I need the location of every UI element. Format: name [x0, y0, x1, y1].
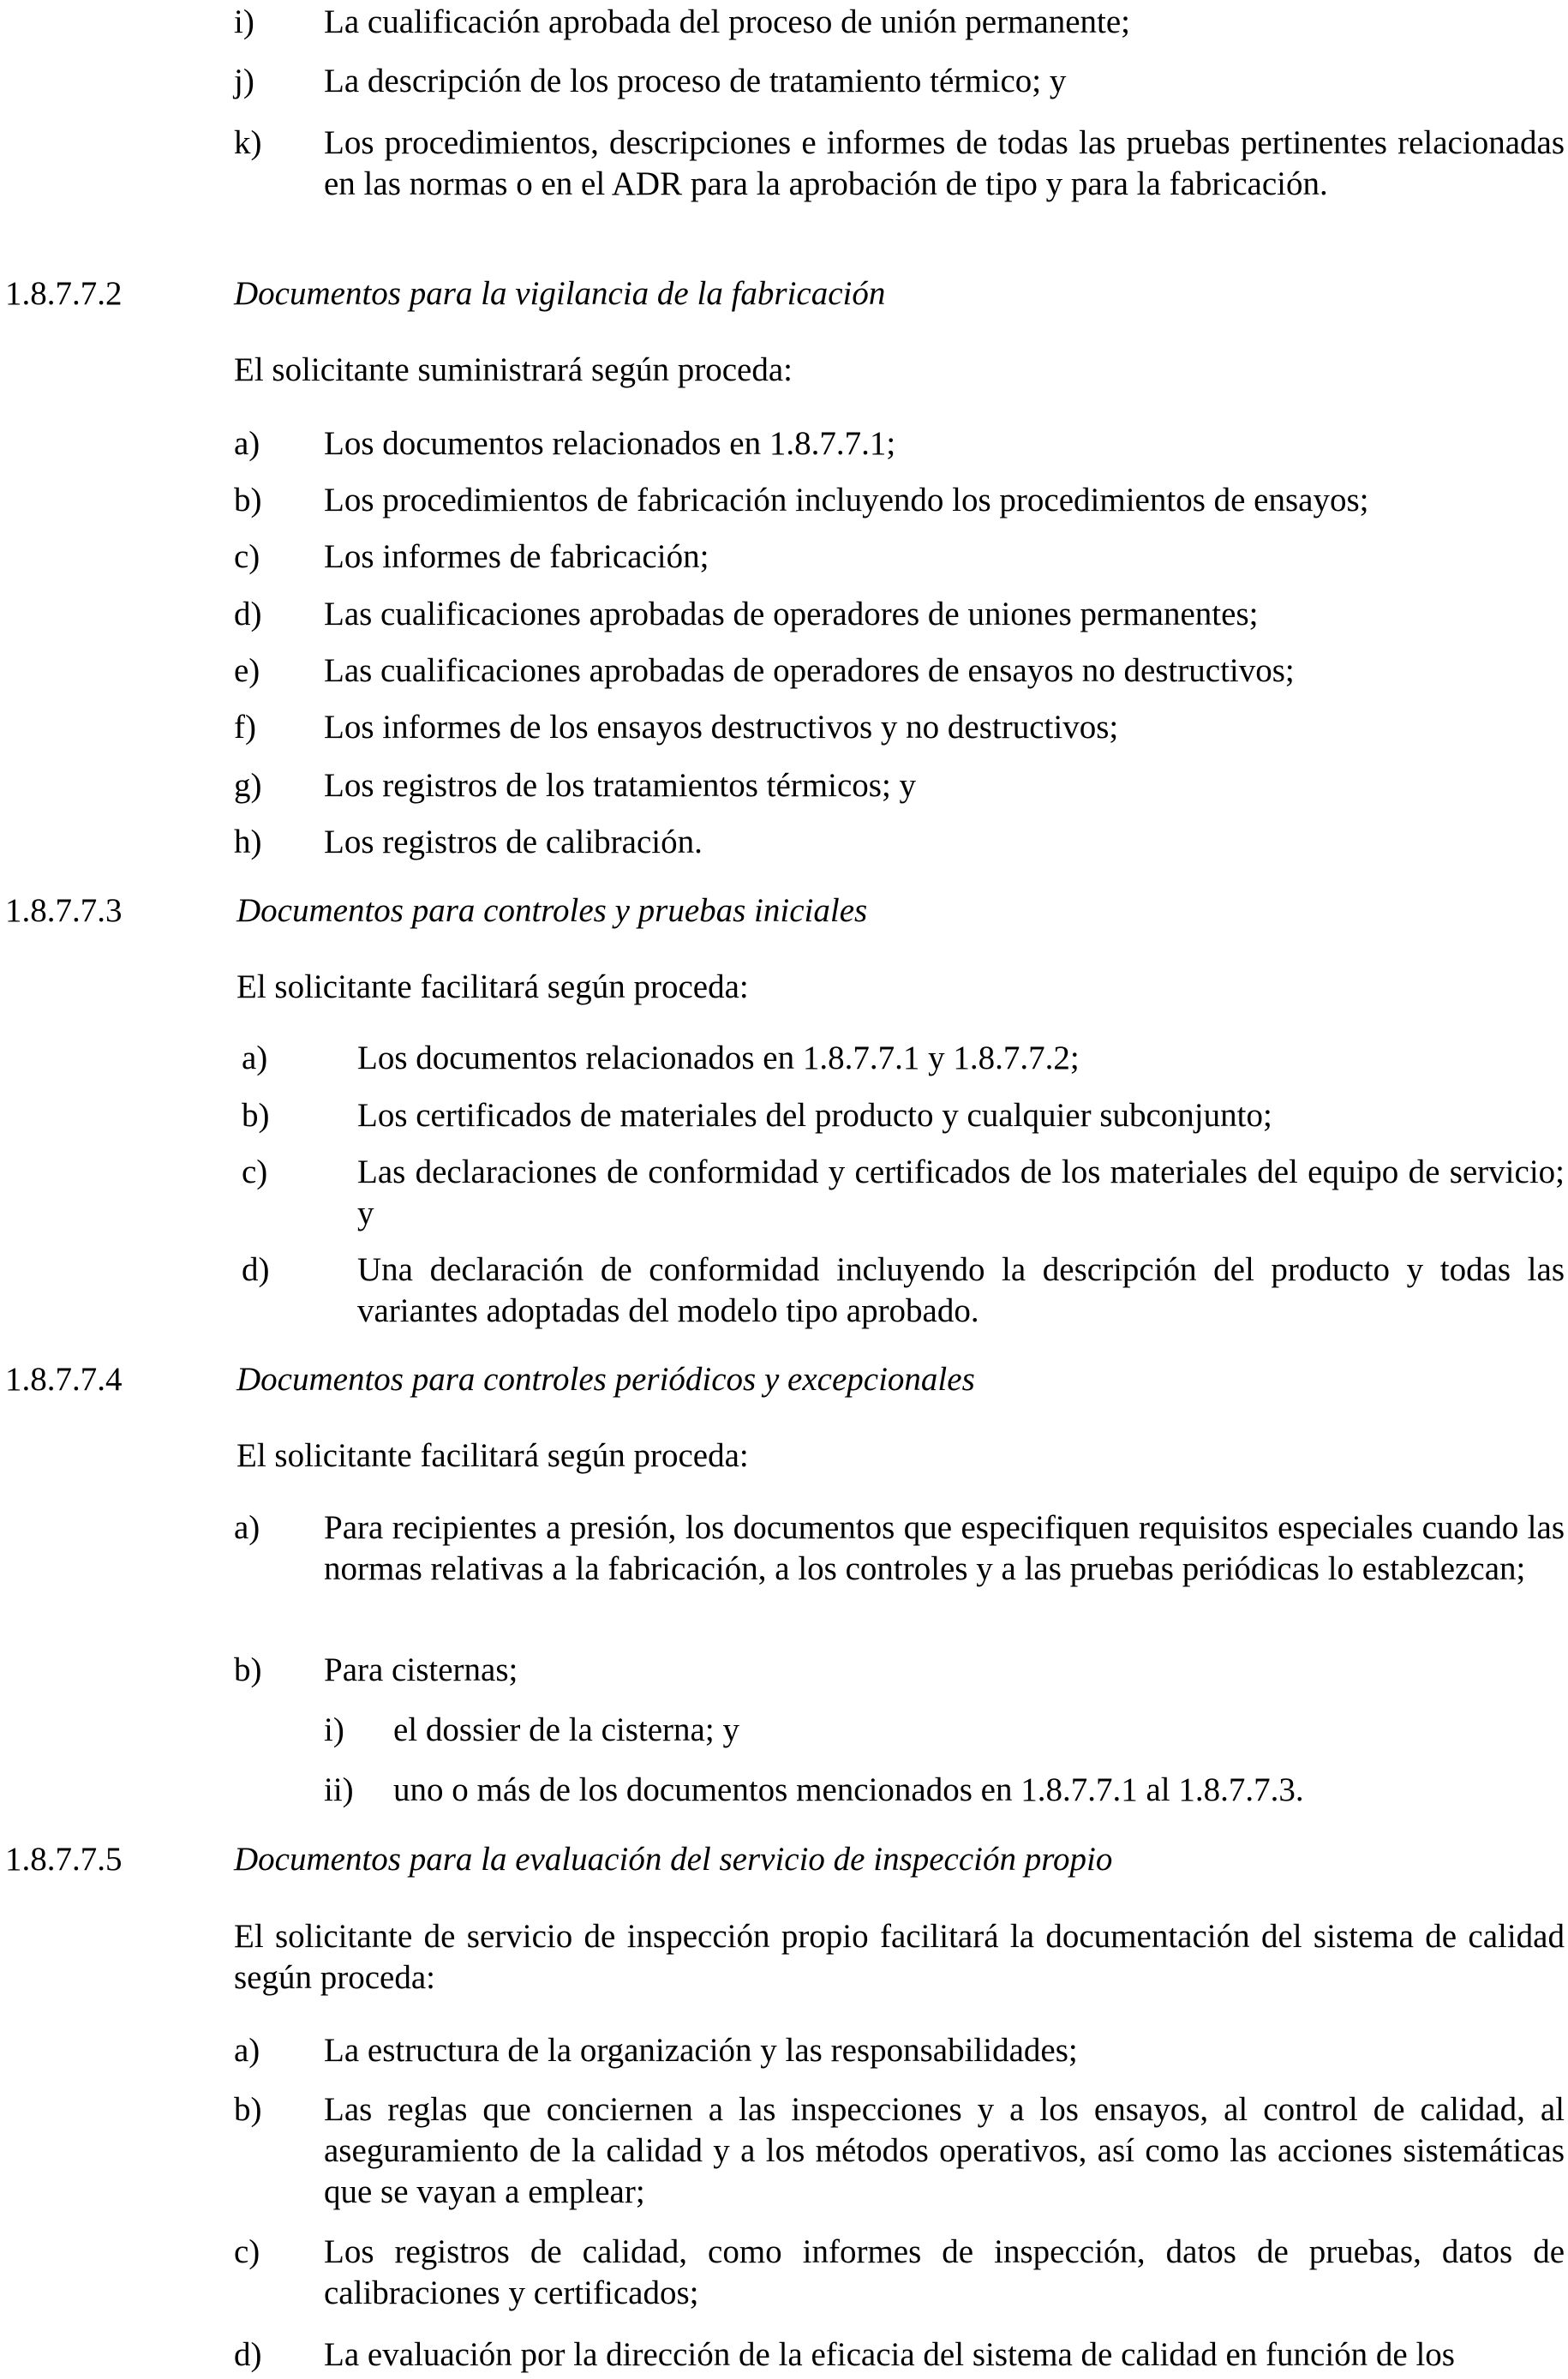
- list-marker: e): [234, 652, 260, 689]
- list-item: [234, 1650, 1565, 1691]
- list-item: [234, 765, 1565, 806]
- list-item: [242, 1038, 1565, 1079]
- list-item: [242, 1095, 1565, 1136]
- list-item: [234, 650, 1565, 692]
- list-marker: ii): [324, 1771, 354, 1808]
- list-item: [234, 423, 1565, 464]
- list-text: Los registros de calidad, como informes de inspección, datos de pruebas, datos de calibraciones y certificados;: [324, 2233, 1565, 2311]
- list-marker: d): [242, 1251, 270, 1288]
- list-item: [242, 1249, 1565, 1332]
- list-marker: b): [242, 1097, 270, 1134]
- list-marker: c): [242, 1154, 268, 1190]
- list-text: Los informes de fabricación;: [324, 538, 709, 575]
- list-item: [234, 480, 1565, 521]
- list-marker: h): [234, 824, 262, 860]
- list-marker: g): [234, 767, 262, 804]
- list-marker: i): [234, 3, 254, 40]
- list-marker: i): [324, 1711, 344, 1748]
- list-marker: j): [234, 63, 254, 99]
- section-title: Documentos para la evaluación del servicio de inspección propio: [234, 1841, 1113, 1878]
- list-text: Para recipientes a presión, los documentos que especifiquen requisitos especiales cuando las normas relativas a la fabricación, a los controles y a las pruebas periódicas lo establezcan;: [324, 1509, 1565, 1587]
- list-text: Los registros de calibración.: [324, 824, 703, 860]
- list-item: [234, 123, 1565, 205]
- list-text: uno o más de los documentos mencionados en 1.8.7.7.1 al 1.8.7.7.3.: [393, 1771, 1304, 1808]
- list-item: [242, 1152, 1565, 1234]
- section-intro: El solicitante de servicio de inspección propio facilitará la documentación del sistema de calidad según proceda:: [234, 1918, 1565, 1996]
- list-marker: a): [234, 425, 260, 462]
- list-text: La estructura de la organización y las responsabilidades;: [324, 2032, 1078, 2069]
- list-marker: c): [234, 2233, 260, 2270]
- list-item: [234, 2334, 1565, 2376]
- section-number: 1.8.7.7.4: [5, 1361, 123, 1398]
- list-item: [234, 536, 1565, 578]
- list-marker: d): [234, 596, 262, 632]
- list-text: Para cisternas;: [324, 1651, 518, 1688]
- list-text: Las declaraciones de conformidad y certificados de los materiales del equipo de servicio; y: [357, 1154, 1565, 1231]
- list-marker: c): [234, 538, 260, 575]
- list-item: [234, 2089, 1565, 2213]
- list-marker: b): [234, 2091, 262, 2128]
- list-text: La evaluación por la dirección de la eficacia del sistema de calidad en función de los: [324, 2336, 1455, 2373]
- section-number: 1.8.7.7.2: [5, 275, 123, 312]
- list-text: Los informes de los ensayos destructivos y no destructivos;: [324, 709, 1119, 746]
- list-text: el dossier de la cisterna; y: [393, 1711, 739, 1748]
- list-item: [234, 594, 1565, 635]
- sub-list-item: [324, 1710, 1565, 1751]
- section-intro: El solicitante facilitará según proceda:: [236, 968, 749, 1005]
- list-marker: b): [234, 1651, 262, 1688]
- list-text: Las cualificaciones aprobadas de operadores de ensayos no destructivos;: [324, 652, 1295, 689]
- list-item: [234, 61, 1565, 102]
- sub-list-item: [324, 1770, 1565, 1811]
- list-marker: a): [234, 2032, 260, 2069]
- list-marker: d): [234, 2336, 262, 2373]
- list-marker: a): [234, 1509, 260, 1546]
- list-text: Los documentos relacionados en 1.8.7.7.1;: [324, 425, 896, 462]
- list-item: [234, 707, 1565, 748]
- list-text: Las cualificaciones aprobadas de operadores de uniones permanentes;: [324, 596, 1259, 632]
- list-item: [234, 2232, 1565, 2314]
- list-text: La descripción de los proceso de tratamiento térmico; y: [324, 63, 1067, 99]
- list-text: Los certificados de materiales del producto y cualquier subconjunto;: [357, 1097, 1272, 1134]
- section-number: 1.8.7.7.5: [5, 1841, 123, 1878]
- section-intro: El solicitante suministrará según proceda:: [234, 351, 793, 388]
- list-marker: k): [234, 124, 262, 161]
- list-marker: f): [234, 709, 256, 746]
- list-text: La cualificación aprobada del proceso de unión permanente;: [324, 3, 1130, 40]
- list-text: Los procedimientos, descripciones e informes de todas las pruebas pertinentes relacionadas en las normas o en el ADR para la aprobación de tipo y para la fabricación.: [324, 124, 1565, 202]
- list-marker: b): [234, 482, 262, 518]
- section-title: Documentos para controles y pruebas iniciales: [236, 892, 868, 929]
- list-item: [234, 1507, 1565, 1590]
- section-number: 1.8.7.7.3: [5, 892, 123, 929]
- section-title: Documentos para la vigilancia de la fabricación: [234, 275, 886, 312]
- list-text: Los registros de los tratamientos térmicos; y: [324, 767, 917, 804]
- section-title: Documentos para controles periódicos y excepcionales: [236, 1361, 975, 1398]
- list-item: [234, 822, 1565, 863]
- list-item: [234, 2, 1565, 43]
- list-text: Los documentos relacionados en 1.8.7.7.1 y 1.8.7.7.2;: [357, 1040, 1080, 1076]
- list-text: Los procedimientos de fabricación incluyendo los procedimientos de ensayos;: [324, 482, 1369, 518]
- list-item: [234, 2030, 1565, 2071]
- list-text: Una declaración de conformidad incluyendo la descripción del producto y todas las variantes adoptadas del modelo tipo aprobado.: [357, 1251, 1565, 1329]
- list-marker: a): [242, 1040, 268, 1076]
- list-text: Las reglas que conciernen a las inspecciones y a los ensayos, al control de calidad, al aseguramiento de la calidad y a los métodos operativos, así como las acciones sistemáticas que se vayan a emplear;: [324, 2091, 1565, 2210]
- section-intro: El solicitante facilitará según proceda:: [236, 1437, 749, 1474]
